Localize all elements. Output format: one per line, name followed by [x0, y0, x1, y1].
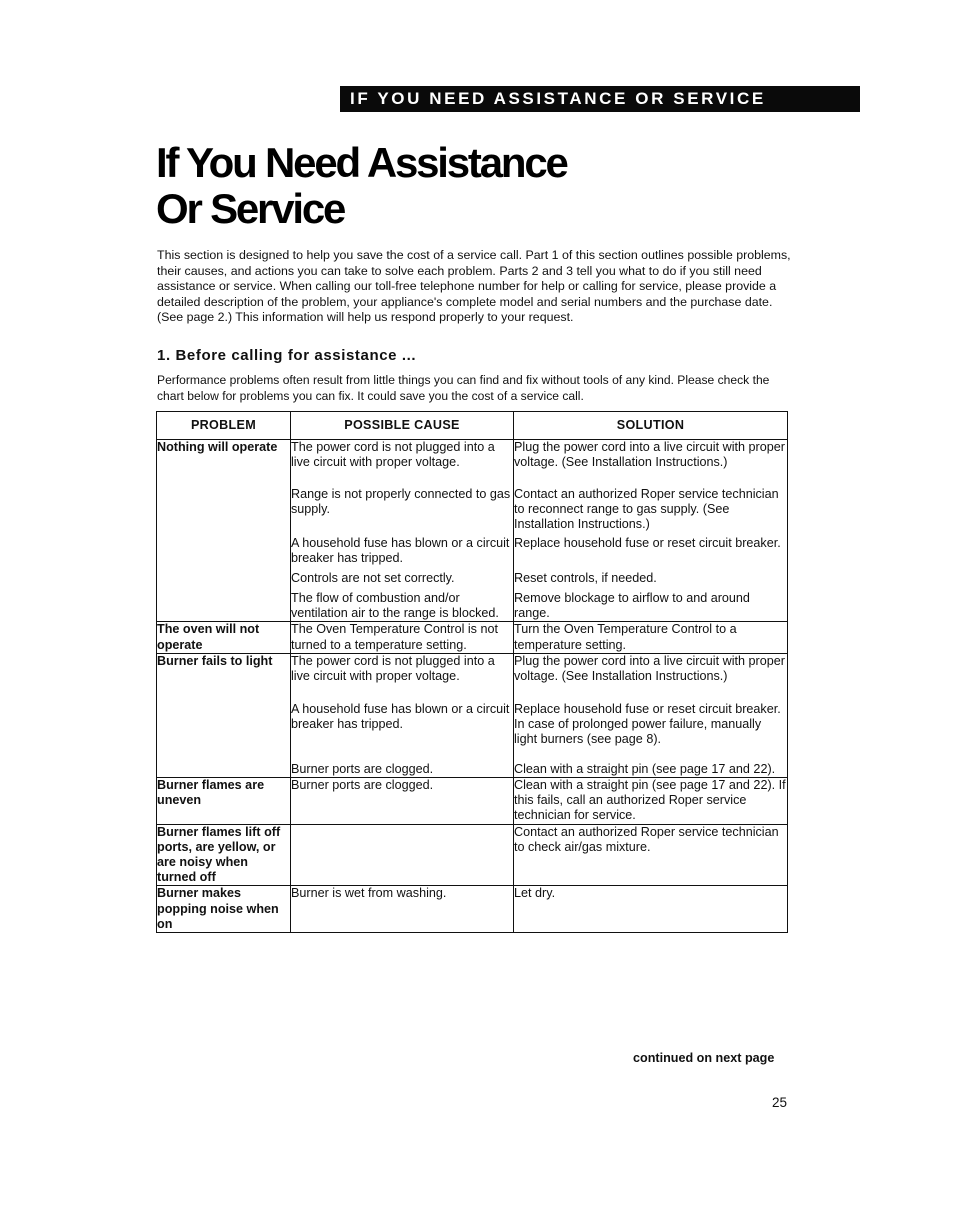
section-banner: IF YOU NEED ASSISTANCE OR SERVICE [340, 86, 860, 112]
continued-note: continued on next page [633, 1051, 775, 1065]
cause-text: Controls are not set correctly. [291, 571, 455, 585]
cause-text: The flow of combustion and/or ventilation air to the range is blocked. [291, 591, 499, 621]
solution-text: Clean with a straight pin (see page 17 and 22). [514, 761, 776, 776]
problem-cell: Burner flames lift off ports, are yellow, or are noisy when turned off [157, 824, 291, 886]
page-title [156, 140, 567, 232]
solution-cell [514, 824, 788, 886]
cause-text: The Oven Temperature Control is not turned to a temperature setting. [291, 622, 498, 652]
solution-cell [514, 886, 788, 933]
cause-text: A household fuse has blown or a circuit breaker has tripped. [291, 536, 510, 566]
solution-text: Contact an authorized Roper service technician to check air/gas mixture. [514, 824, 779, 854]
page-title-line-2: Or Service [156, 185, 345, 232]
cause-text: The power cord is not plugged into a live circuit with proper voltage. [291, 653, 495, 684]
page-title-line-1: If You Need Assistance [156, 139, 567, 186]
section-heading: 1. Before calling for assistance ... [157, 347, 417, 364]
solution-text: Turn the Oven Temperature Control to a temperature setting. [514, 622, 737, 652]
problem-cell: Nothing will operate [157, 440, 291, 622]
cause-text: The power cord is not plugged into a live circuit with proper voltage. [291, 440, 495, 470]
solution-text: Contact an authorized Roper service technician to reconnect range to gas supply. (See Installation Instructions.) [514, 487, 779, 532]
solution-text: Let dry. [514, 886, 556, 901]
table-row [157, 622, 788, 653]
cause-text: Burner ports are clogged. [291, 778, 434, 793]
cause-text: A household fuse has blown or a circuit breaker has tripped. [291, 701, 510, 732]
header-possible-cause: POSSIBLE CAUSE [291, 412, 514, 440]
table-row [157, 886, 788, 933]
table-header-row [157, 412, 788, 440]
cause-cell [291, 440, 514, 622]
cause-cell [291, 653, 514, 777]
table-row [157, 778, 788, 825]
solution-text: Replace household fuse or reset circuit breaker. In case of prolonged power failure, manually light burners (see page 8). [514, 701, 781, 747]
header-solution: SOLUTION [514, 412, 788, 440]
cause-cell [291, 824, 514, 886]
troubleshooting-table [156, 411, 788, 933]
solution-cell [514, 653, 788, 777]
cause-cell [291, 622, 514, 653]
cause-cell [291, 778, 514, 825]
table-row [157, 440, 788, 622]
solution-cell [514, 622, 788, 653]
page-number: 25 [772, 1095, 788, 1110]
solution-text: Plug the power cord into a live circuit with proper voltage. (See Installation Instructions.) [514, 653, 785, 684]
problem-cell: Burner makes popping noise when on [157, 886, 291, 933]
cause-text: Burner is wet from washing. [291, 886, 447, 901]
table-row [157, 824, 788, 886]
problem-cell: Burner flames are uneven [157, 778, 291, 825]
solution-text: Clean with a straight pin (see page 17 and 22). If this fails, call an authorized Roper service technician for service. [514, 778, 786, 823]
table-row [157, 653, 788, 777]
solution-text: Plug the power cord into a live circuit with proper voltage. (See Installation Instructions.) [514, 440, 785, 470]
solution-cell [514, 778, 788, 825]
intro-paragraph: This section is designed to help you save the cost of a service call. Part 1 of this section outlines possible problems, their causes, and actions you can take to solve each problem. Parts 2 and 3 tell you what to do if you still need assistance or service. When calling our toll-free telephone number for help or calling for service, please provide a detailed description of the problem, your appliance's complete model and serial numbers and the purchase date. (See page 2.) This information will help us respond properly to your request. [157, 248, 791, 325]
problem-cell: Burner fails to light [157, 653, 291, 777]
solution-text: Reset controls, if needed. [514, 571, 657, 585]
cause-text: Range is not properly connected to gas supply. [291, 487, 511, 517]
problem-cell: The oven will not operate [157, 622, 291, 653]
cause-text: Burner ports are clogged. [291, 761, 434, 776]
section-paragraph: Performance problems often result from little things you can find and fix without tools of any kind. Please check the chart below for problems you can fix. It could save you the cost of a service call. [157, 373, 770, 403]
solution-cell [514, 440, 788, 622]
cause-cell [291, 886, 514, 933]
header-problem: PROBLEM [157, 412, 291, 440]
solution-text: Replace household fuse or reset circuit breaker. [514, 536, 781, 550]
solution-text: Remove blockage to airflow to and around range. [514, 591, 750, 621]
